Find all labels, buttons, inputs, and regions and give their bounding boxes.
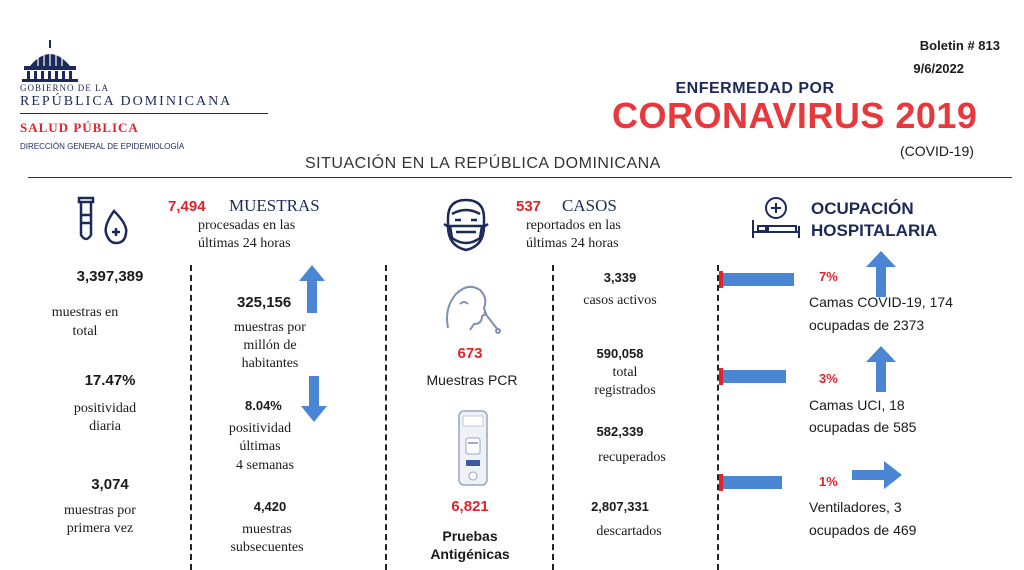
column-divider (717, 265, 719, 570)
samples-per-million-label-line1: muestras por (234, 320, 306, 335)
covid-beds-label-line1: Camas COVID-19, 174 (809, 294, 953, 310)
ventilators-marker (719, 474, 723, 491)
recovered-label: recuperados (598, 450, 666, 465)
arrow-up-icon (299, 265, 325, 318)
subsequent-samples-value: 4,420 (253, 499, 287, 514)
daily-positivity-label-line1: positividad (73, 401, 137, 416)
ventilators-bar (720, 476, 782, 489)
subsequent-samples-label-line1: muestras (242, 522, 292, 537)
active-cases-value: 3,339 (603, 270, 637, 285)
dome-logo-icon (20, 40, 80, 87)
bulletin-date: 9/6/2022 (913, 61, 964, 76)
pcr-samples-value: 673 (457, 345, 483, 362)
logo-government-text: GOBIERNO DE LA (20, 83, 109, 93)
first-time-samples-value: 3,074 (91, 476, 129, 493)
logo-divider (20, 113, 268, 114)
covid-beds-label-line2: ocupadas de 2373 (809, 317, 925, 333)
antigen-tests-label-line2: Antigénicas (430, 546, 510, 562)
arrow-up-icon (866, 346, 896, 397)
samples-total-label-line1: muestras en (51, 305, 119, 320)
covid-beds-percent: 7% (819, 269, 838, 284)
header-divider (28, 177, 1012, 178)
ventilators-percent: 1% (819, 474, 838, 489)
ventilators-label-line2: ocupados de 469 (809, 522, 917, 538)
antigen-tests-label-line1: Pruebas (442, 528, 498, 544)
total-cases-value: 590,058 (596, 346, 644, 361)
samples-section-title: MUESTRAS (229, 196, 320, 215)
samples-total-label-line2: total (72, 324, 98, 339)
first-time-samples-label-line1: muestras por (64, 503, 136, 518)
logo-country-text: REPÚBLICA DOMINICANA (20, 94, 233, 109)
column-divider (552, 265, 554, 570)
occupancy-title-line2: HOSPITALARIA (811, 221, 938, 240)
discarded-label: descartados (596, 524, 662, 539)
covid-beds-marker (719, 271, 723, 288)
cases-subtitle-line1: reportados en las (526, 218, 621, 233)
recovered-value: 582,339 (596, 424, 644, 439)
discarded-value: 2,807,331 (591, 499, 649, 514)
total-cases-label-line1: total (612, 365, 638, 380)
subsequent-samples-label-line2: subsecuentes (230, 540, 304, 555)
samples-per-million-value: 325,156 (237, 294, 292, 311)
arrow-right-icon (852, 461, 902, 494)
logo-ministry-text: SALUD PÚBLICA (20, 120, 139, 135)
icu-beds-percent: 3% (819, 371, 838, 386)
active-cases-label: casos activos (583, 293, 657, 308)
icu-beds-bar (720, 370, 786, 383)
total-cases-label-line2: registrados (594, 383, 656, 398)
daily-positivity-value: 17.47% (84, 372, 136, 389)
antigen-test-icon (456, 410, 490, 491)
column-divider (190, 265, 192, 570)
samples-per-million-label-line2: millón de (243, 338, 297, 353)
pcr-samples-label: Muestras PCR (426, 372, 518, 388)
icu-beds-label-line1: Camas UCI, 18 (809, 397, 905, 413)
samples-subtitle-line2: últimas 24 horas (198, 236, 291, 251)
logo-department-text: DIRECCIÓN GENERAL DE EPIDEMIOLOGÍA (20, 142, 185, 151)
samples-per-million-label-line3: habitantes (241, 356, 299, 371)
samples-24h-count: 7,494 (168, 198, 206, 215)
cases-subtitle-line2: últimas 24 horas (526, 236, 619, 251)
occupancy-title-line1: OCUPACIÓN (811, 199, 914, 218)
antigen-tests-value: 6,821 (451, 498, 489, 515)
situation-heading: SITUACIÓN EN LA REPÚBLICA DOMINICANA (305, 155, 661, 172)
positivity-4-weeks-label-line3: 4 semanas (236, 458, 294, 473)
positivity-4-weeks-value: 8.04% (245, 398, 282, 413)
positivity-4-weeks-label-line1: positividad (228, 421, 292, 436)
positivity-4-weeks-label-line2: últimas (239, 439, 281, 454)
first-time-samples-label-line2: primera vez (66, 521, 134, 536)
page-title: CORONAVIRUS 2019 (612, 95, 978, 136)
test-tube-drop-icon (76, 195, 132, 252)
daily-positivity-label-line2: diaria (89, 419, 121, 434)
ventilators-label-line1: Ventiladores, 3 (809, 499, 902, 515)
covid-label: (COVID-19) (900, 143, 974, 159)
nasal-swab-icon (440, 278, 502, 341)
bulletin-number: Boletin # 813 (919, 38, 1000, 53)
icu-beds-label-line2: ocupadas de 585 (809, 419, 917, 435)
icu-beds-marker (719, 368, 723, 385)
header-subtitle: ENFERMEDAD POR (675, 80, 835, 97)
masked-face-icon (440, 196, 492, 259)
cases-section-title: CASOS (562, 196, 617, 215)
covid-beds-bar (720, 273, 794, 286)
samples-subtitle-line1: procesadas en las (198, 218, 296, 233)
samples-total-value: 3,397,389 (76, 268, 144, 285)
hospital-bed-icon (750, 196, 802, 245)
cases-24h-count: 537 (516, 198, 542, 215)
column-divider (385, 265, 387, 570)
